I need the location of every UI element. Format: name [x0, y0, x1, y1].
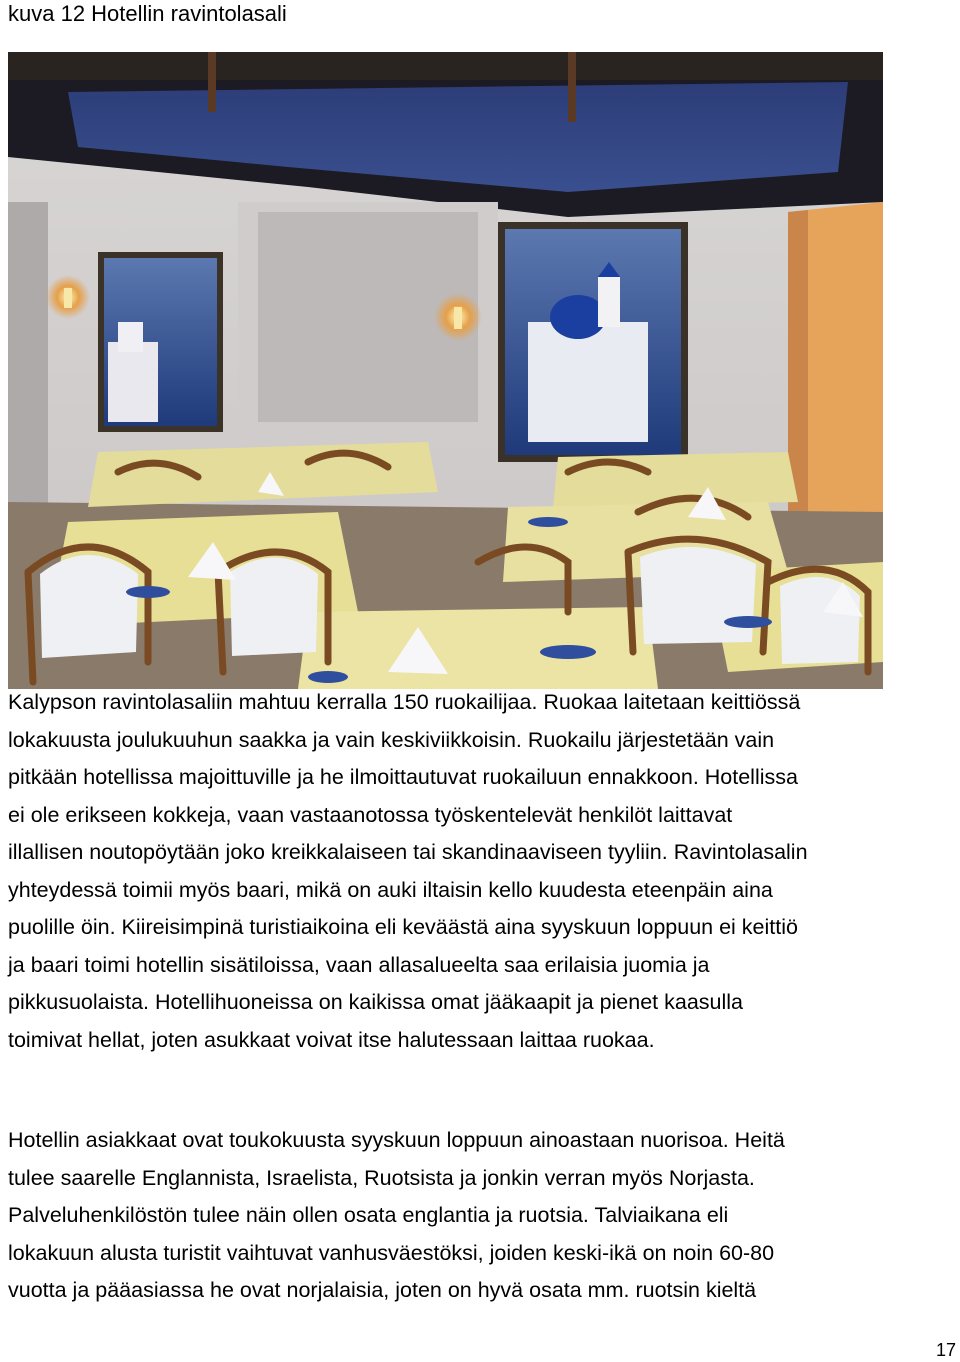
restaurant-photo: [8, 52, 883, 689]
paragraph-1: [8, 684, 958, 1059]
text-line: tulee saarelle Englannista, Israelista, Ruotsista ja jonkin verran myös Norjasta.: [8, 1165, 755, 1190]
text-line: ei ole erikseen kokkeja, vaan vastaanotossa työskentelevät henkilöt laittavat: [8, 802, 733, 827]
text-line: ja baari toimi hotellin sisätiloissa, vaan allasalueelta saa erilaisia juomia ja: [8, 952, 710, 977]
text-line: vuotta ja pääasiassa he ovat norjalaisia, joten on hyvä osata mm. ruotsin kieltä: [8, 1278, 757, 1302]
text-line: Kalypson ravintolasaliin mahtuu kerralla 150 ruokailijaa. Ruokaa laitetaan keittiössä: [8, 690, 801, 714]
paragraph-2: [8, 1122, 958, 1310]
text-line: pitkään hotellissa majoittuville ja he ilmoittautuvat ruokailuun ennakkoon. Hotellissa: [8, 765, 798, 789]
restaurant-photo-illustration: [8, 52, 883, 689]
text-line: lokakuusta joulukuuhun saakka ja vain keskiviikkoisin. Ruokailu järjestetään vain: [8, 727, 775, 752]
text-line: Hotellin asiakkaat ovat toukokuusta syyskuun loppuun ainoastaan nuorisoa. Heitä: [8, 1128, 785, 1152]
text-line: illallisen noutopöytään joko kreikkalaiseen tai skandinaaviseen tyyliin. Ravintolasalin: [8, 840, 808, 864]
text-line: pikkusuolaista. Hotellihuoneissa on kaikissa omat jääkaapit ja pienet kaasulla: [8, 990, 744, 1014]
text-line: toimivat hellat, joten asukkaat voivat itse halutessaan laittaa ruokaa.: [8, 1027, 655, 1052]
text-line: yhteydessä toimii myös baari, mikä on auki iltaisin kello kuudesta eteenpäin aina: [8, 877, 773, 902]
figure-caption: kuva 12 Hotellin ravintolasali: [8, 1, 287, 26]
text-line: Palveluhenkilöstön tulee näin ollen osata englantia ja ruotsia. Talviaikana eli: [8, 1203, 729, 1227]
page-number: 17: [935, 1340, 956, 1360]
text-line: puolille öin. Kiireisimpinä turistiaikoina eli keväästä aina syyskuun loppuun ei keittiö: [8, 915, 798, 939]
text-line: lokakuun alusta turistit vaihtuvat vanhusväestöksi, joiden keski-ikä on noin 60-80: [8, 1240, 775, 1265]
